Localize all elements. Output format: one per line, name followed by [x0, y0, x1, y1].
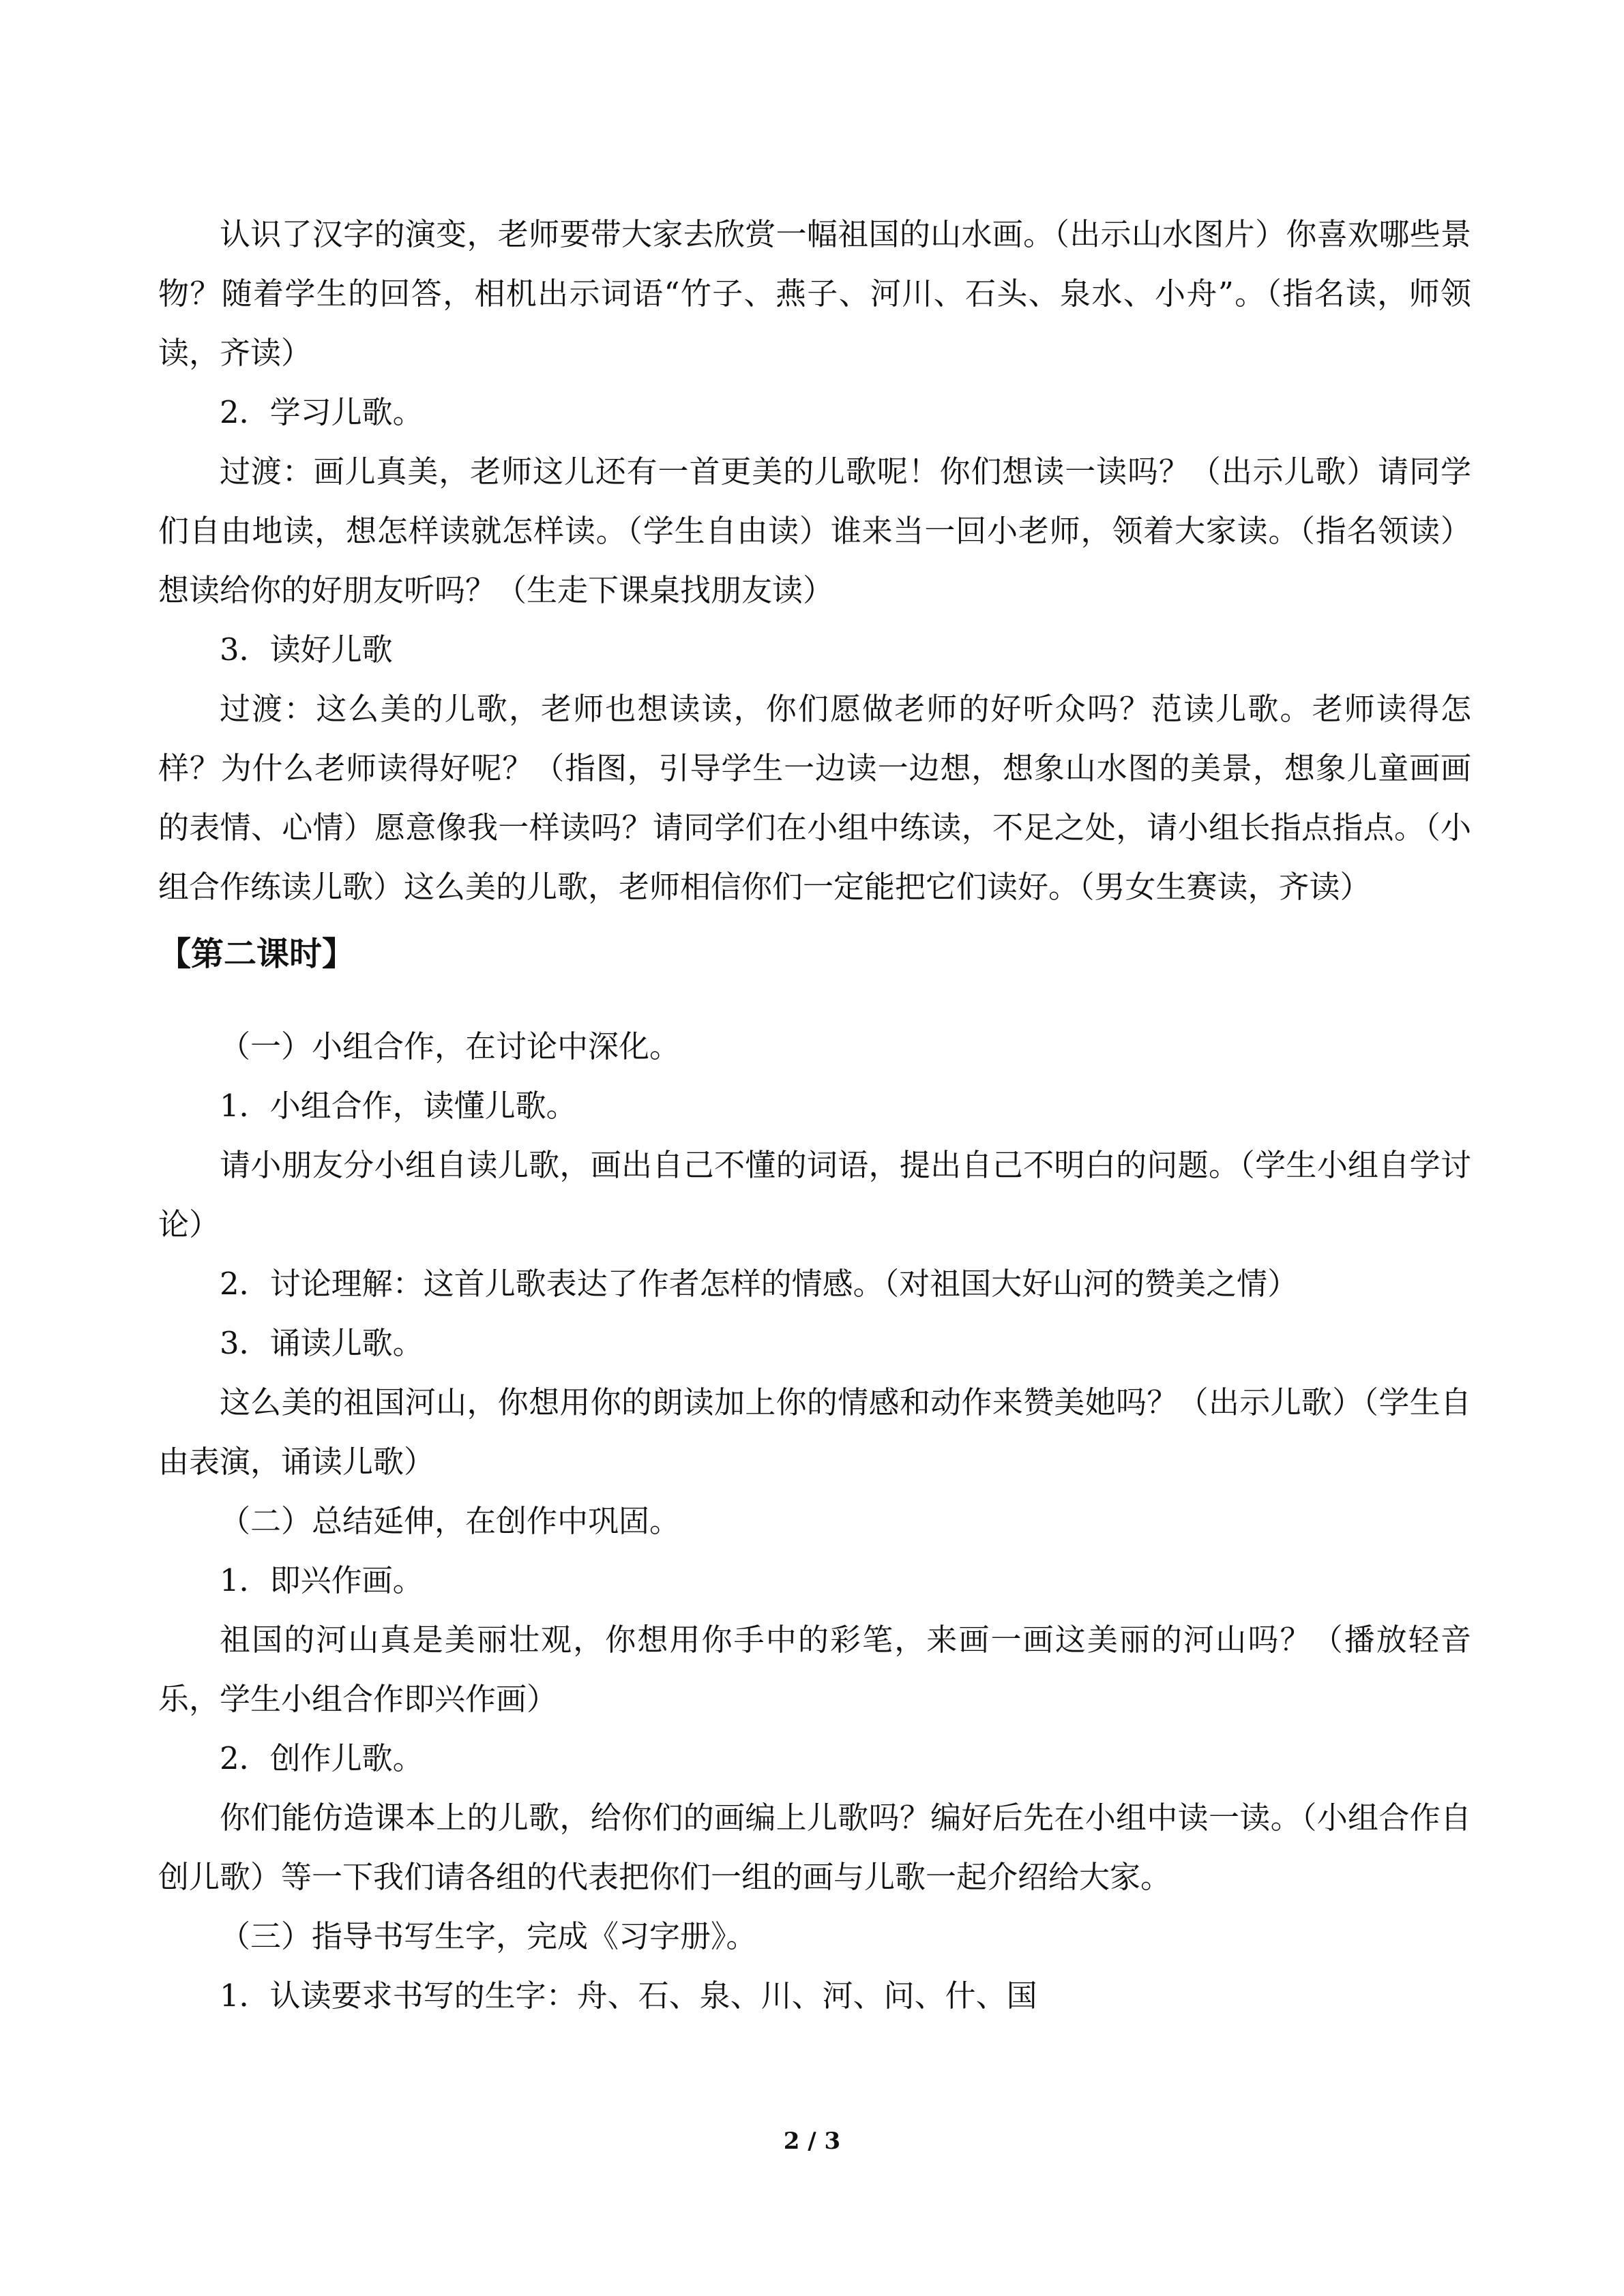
subsection-heading: （一）小组合作，在讨论中深化。: [220, 1028, 681, 1064]
step-heading: 2．讨论理解：这首儿歌表达了作者怎样的情感。（对祖国大好山河的赞美之情）: [220, 1266, 1299, 1302]
step-heading: 1．即兴作画。: [220, 1562, 424, 1598]
section-heading: 【第二课时】: [158, 935, 355, 973]
step-heading: 1．认读要求书写的生字：舟、石、泉、川、河、问、什、国: [220, 1978, 1037, 2014]
subsection-heading: （三）指导书写生字，完成《习字册》。: [220, 1918, 757, 1954]
step-heading: 1．小组合作，读懂儿歌。: [220, 1088, 577, 1124]
paragraph: 你们能仿造课本上的儿歌，给你们的画编上儿歌吗？编好后先在小组中读一读。（小组合作自创儿歌）等一下我们请各组的代表把你们一组的画与儿歌一起介绍给大家。: [158, 1800, 1471, 1895]
paragraph: 祖国的河山真是美丽壮观，你想用你手中的彩笔，来画一画这美丽的河山吗？（播放轻音乐，学生小组合作即兴作画）: [158, 1622, 1471, 1717]
paragraph: 过渡：这么美的儿歌，老师也想读读，你们愿做老师的好听众吗？范读儿歌。老师读得怎样？为什么老师读得好呢？（指图，引导学生一边读一边想，想象山水图的美景，想象儿童画画的表情、心情）愿意像我一样读吗？请同学们在小组中练读，不足之处，请小组长指点指点。（小组合作练读儿歌）这么美的儿歌，老师相信你们一定能把它们读好。（男女生赛读，齐读）: [158, 691, 1471, 905]
step-heading: 2．创作儿歌。: [220, 1740, 424, 1776]
page-number: 2 / 3: [783, 2128, 841, 2155]
paragraph: 请小朋友分小组自读儿歌，画出自己不懂的词语，提出自己不明白的问题。（学生小组自学讨论）: [158, 1147, 1471, 1242]
step-heading: 3．诵读儿歌。: [220, 1325, 424, 1361]
paragraph: 过渡：画儿真美，老师这儿还有一首更美的儿歌呢！你们想读一读吗？（出示儿歌）请同学们自由地读，想怎样读就怎样读。（学生自由读）谁来当一回小老师，领着大家读。（指名领读）想读给你的好朋友听吗？（生走下课桌找朋友读）: [158, 453, 1471, 608]
paragraph: 认识了汉字的演变，老师要带大家去欣赏一幅祖国的山水画。（出示山水图片）你喜欢哪些景物？随着学生的回答，相机出示词语“竹子、燕子、河川、石头、泉水、小舟”。（指名读，师领读，齐读）: [158, 216, 1471, 371]
subsection-heading: （二）总结延伸，在创作中巩固。: [220, 1503, 681, 1539]
step-heading: 2．学习儿歌。: [220, 394, 424, 430]
paragraph: 这么美的祖国河山，你想用你的朗读加上你的情感和动作来赞美她吗？（出示儿歌）（学生自由表演，诵读儿歌）: [158, 1384, 1471, 1480]
step-heading: 3．读好儿歌: [220, 631, 393, 668]
document-body: [158, 205, 1471, 2025]
